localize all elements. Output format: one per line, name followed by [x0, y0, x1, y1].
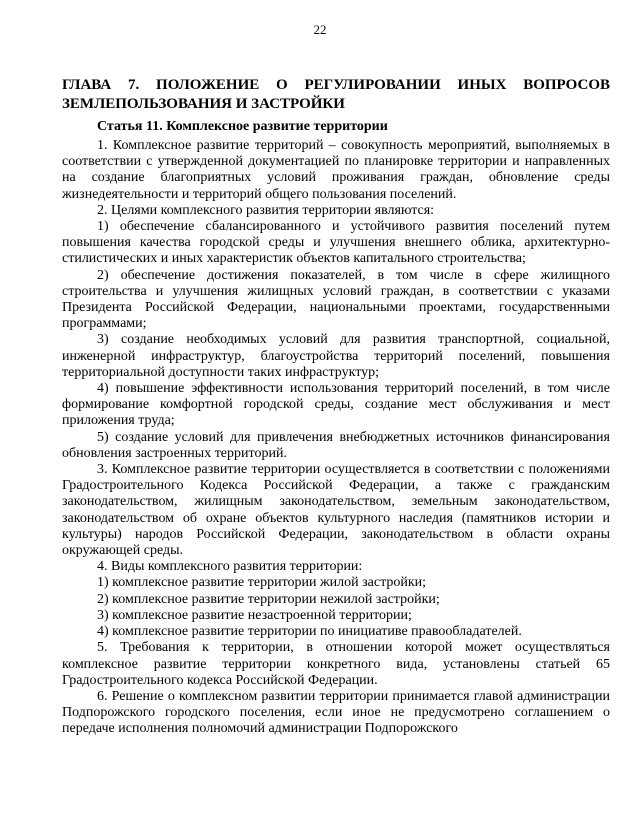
paragraph-type-4: 4) комплексное развитие территории по инициативе правообладателей. — [97, 624, 522, 640]
paragraph-definition: 1. Комплексное развитие территорий – совокупность мероприятий, выполняемых в соответствии с утвержденной документацией по планировке территории и направленных на создание благоприятных условий проживания граждан, обновление среды жизнедеятельности и территорий общего пользования поселений. — [62, 138, 610, 202]
paragraph-type-1: 1) комплексное развитие территории жилой застройки; — [97, 575, 427, 591]
paragraph-legal-basis: 3. Комплексное развитие территории осуществляется в соответствии с положениями Градостроительного Кодекса Российской Федерации, а также с гражданским законодательством, жилищным законодательством, земельным законодательством, законодательством об охране объектов культурного наследия (памятников истории и культуры) народов Российской Федерации, законодательством в области охраны окружающей среды. — [62, 462, 610, 559]
paragraph-types-intro: 4. Виды комплексного развития территории: — [97, 559, 363, 575]
paragraph-goal-3: 3) создание необходимых условий для развития транспортной, социальной, инженерной инфраструктур, благоустройства территорий поселений, повышения территориальной доступности таких инфраструктур; — [62, 332, 610, 380]
article-body — [62, 138, 610, 738]
paragraph-requirements: 5. Требования к территории, в отношении которой может осуществляться комплексное развитие территории конкретного вида, установлены статьей 65 Градостроительного кодекса Российской Федерации. — [62, 640, 610, 688]
paragraph-goal-1: 1) обеспечение сбалансированного и устойчивого развития поселений путем повышения качества городской среды и улучшения внешнего облика, архитектурно-стилистических и иных характеристик объектов капитального строительства; — [62, 219, 610, 267]
paragraph-goal-4: 4) повышение эффективности использования территорий поселений, в том числе формирование комфортной городской среды, создание мест обслуживания и мест приложения труда; — [62, 381, 610, 429]
paragraph-goal-2: 2) обеспечение достижения показателей, в том числе в сфере жилищного строительства и улучшения жилищных условий граждан, в соответствии с указами Президента Российской Федерации, национальными проектами, государственными программами; — [62, 267, 610, 332]
paragraph-type-3: 3) комплексное развитие незастроенной территории; — [97, 607, 412, 623]
paragraph-type-2: 2) комплексное развитие территории нежилой застройки; — [97, 591, 440, 607]
paragraph-goal-5: 5) создание условий для привлечения внебюджетных источников финансирования обновления застроенных территорий. — [62, 429, 610, 461]
paragraph-decision: 6. Решение о комплексном развитии территории принимается главой администрации Подпорожского городского поселения, если иное не предусмотрено соглашением о передаче исполнения полномочий администрации Подпорожского — [62, 688, 610, 737]
page-number: 22 — [313, 22, 327, 37]
article-heading: Статья 11. Комплексное развитие территории — [97, 119, 388, 134]
paragraph-goals-intro: 2. Целями комплексного развития территории являются: — [97, 202, 435, 218]
chapter-heading: ГЛАВА 7. ПОЛОЖЕНИЕ О РЕГУЛИРОВАНИИ ИНЫХ ВОПРОСОВ ЗЕМЛЕПОЛЬЗОВАНИЯ И ЗАСТРОЙКИ — [62, 77, 610, 112]
